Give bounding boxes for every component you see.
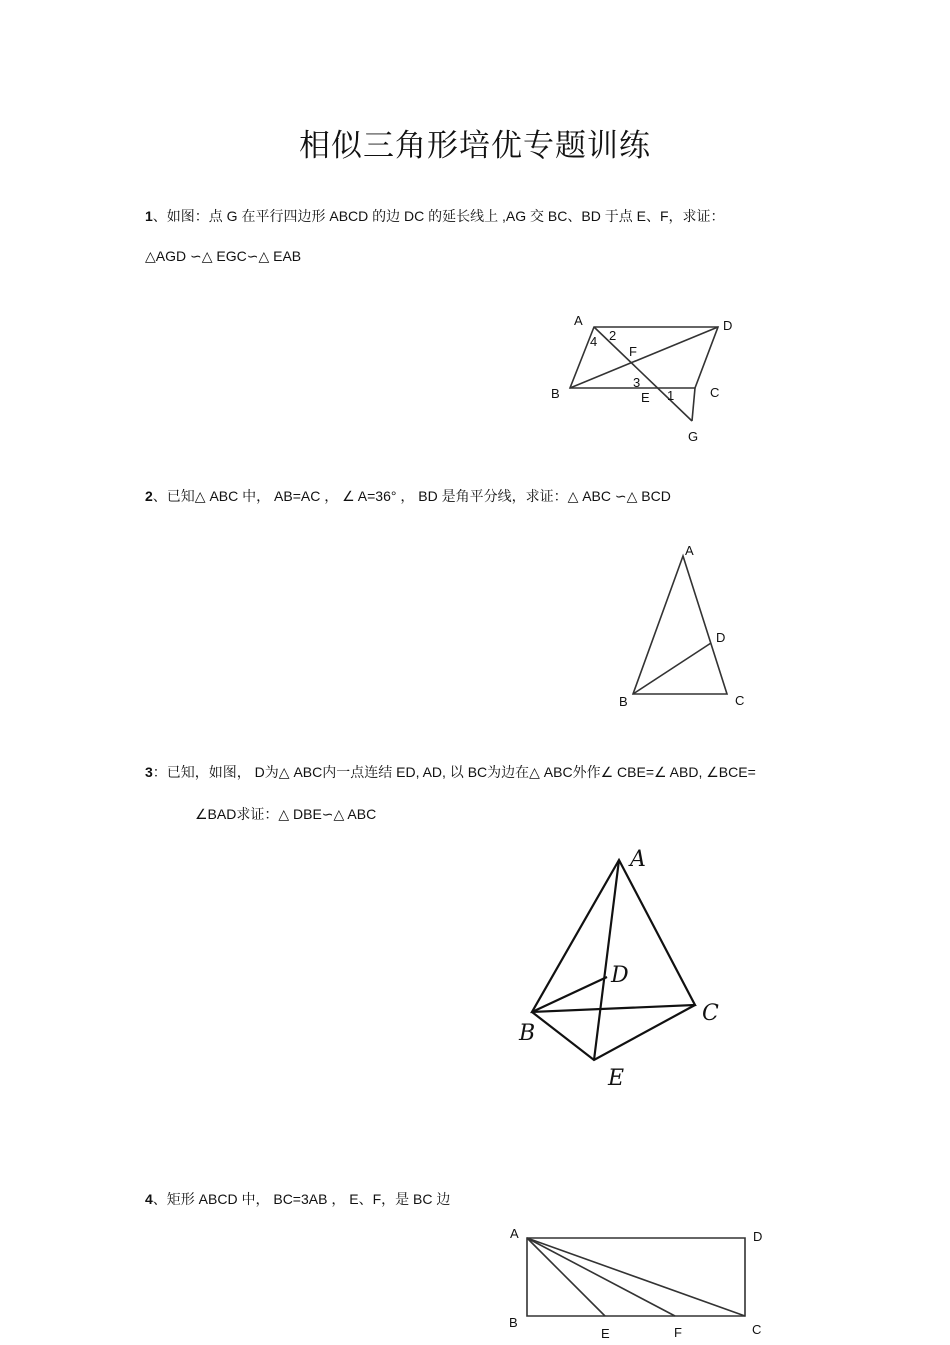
problem-3-number: 3	[145, 764, 153, 780]
problem-4-number: 4	[145, 1191, 153, 1207]
label-b: B	[619, 694, 628, 709]
angle-label-2: 2	[609, 328, 617, 343]
problem-4-statement	[145, 1189, 450, 1209]
label-f: F	[629, 344, 637, 359]
label-d: D	[611, 963, 629, 988]
label-c: C	[710, 385, 720, 400]
triangle-bce	[532, 1005, 695, 1060]
problem-1-statement	[145, 206, 725, 226]
problem-2-number: 2	[145, 488, 153, 504]
problem-1-number: 1	[145, 208, 153, 224]
segment-ae	[594, 860, 619, 1060]
triangle-abc	[532, 860, 695, 1012]
label-g: G	[688, 429, 699, 444]
label-e: E	[601, 1326, 610, 1341]
triangle-abc	[633, 556, 727, 694]
segment-af	[527, 1238, 675, 1316]
label-c: C	[735, 693, 745, 708]
bisector-bd	[633, 643, 711, 694]
label-e: E	[608, 1066, 625, 1091]
label-c: C	[752, 1322, 762, 1337]
problem-3-statement	[145, 762, 756, 782]
angle-label-4: 4	[590, 334, 598, 349]
label-e: E	[641, 390, 650, 405]
label-d: D	[723, 318, 733, 333]
label-a: A	[630, 847, 646, 872]
label-c: C	[702, 1001, 719, 1026]
problem-3-text: ：已知，如图， D为△ ABC内一点连结 ED, AD, 以 BC为边在△ ABC外作∠ CBE=∠ ABD, ∠BCE=	[152, 764, 756, 780]
problem-4-text: 、矩形 ABCD 中， BC=3AB ， E、F，是 BC 边	[152, 1191, 451, 1207]
angle-label-1: 1	[667, 388, 675, 403]
segment-ae	[527, 1238, 605, 1316]
parallelogram-abcd	[570, 327, 718, 388]
label-a: A	[510, 1226, 519, 1241]
problem-2-statement	[145, 486, 671, 506]
rectangle-abcd	[527, 1238, 745, 1316]
problem-2-text: 、已知△ ABC 中， AB=AC ， ∠ A=36° ， BD 是角平分线，求证：△ ABC ∽△ BCD	[152, 488, 671, 504]
label-b: B	[509, 1315, 518, 1330]
problem-3-conclusion: ∠BAD求证：△ DBE∽△ ABC	[195, 806, 377, 822]
label-a: A	[574, 313, 583, 328]
label-b: B	[519, 1021, 536, 1046]
segment-ac	[527, 1238, 745, 1316]
label-d: D	[716, 630, 726, 645]
label-b: B	[551, 386, 560, 401]
extension-cg	[692, 388, 695, 421]
problem-1-text: 、如图：点 G 在平行四边形 ABCD 的边 DC 的延长线上 ,AG 交 BC、BD 于点 E、F，求证：	[152, 208, 725, 224]
diagonal-bd	[570, 327, 718, 388]
label-d: D	[753, 1229, 763, 1244]
segment-bd	[532, 977, 607, 1012]
segment-ag	[594, 327, 692, 421]
page-title: 相似三角形培优专题训练	[299, 128, 651, 164]
label-a: A	[685, 543, 694, 558]
angle-label-3: 3	[633, 375, 641, 390]
problem-1-conclusion: △AGD ∽△ EGC∽△ EAB	[145, 248, 302, 264]
label-f: F	[674, 1325, 682, 1340]
